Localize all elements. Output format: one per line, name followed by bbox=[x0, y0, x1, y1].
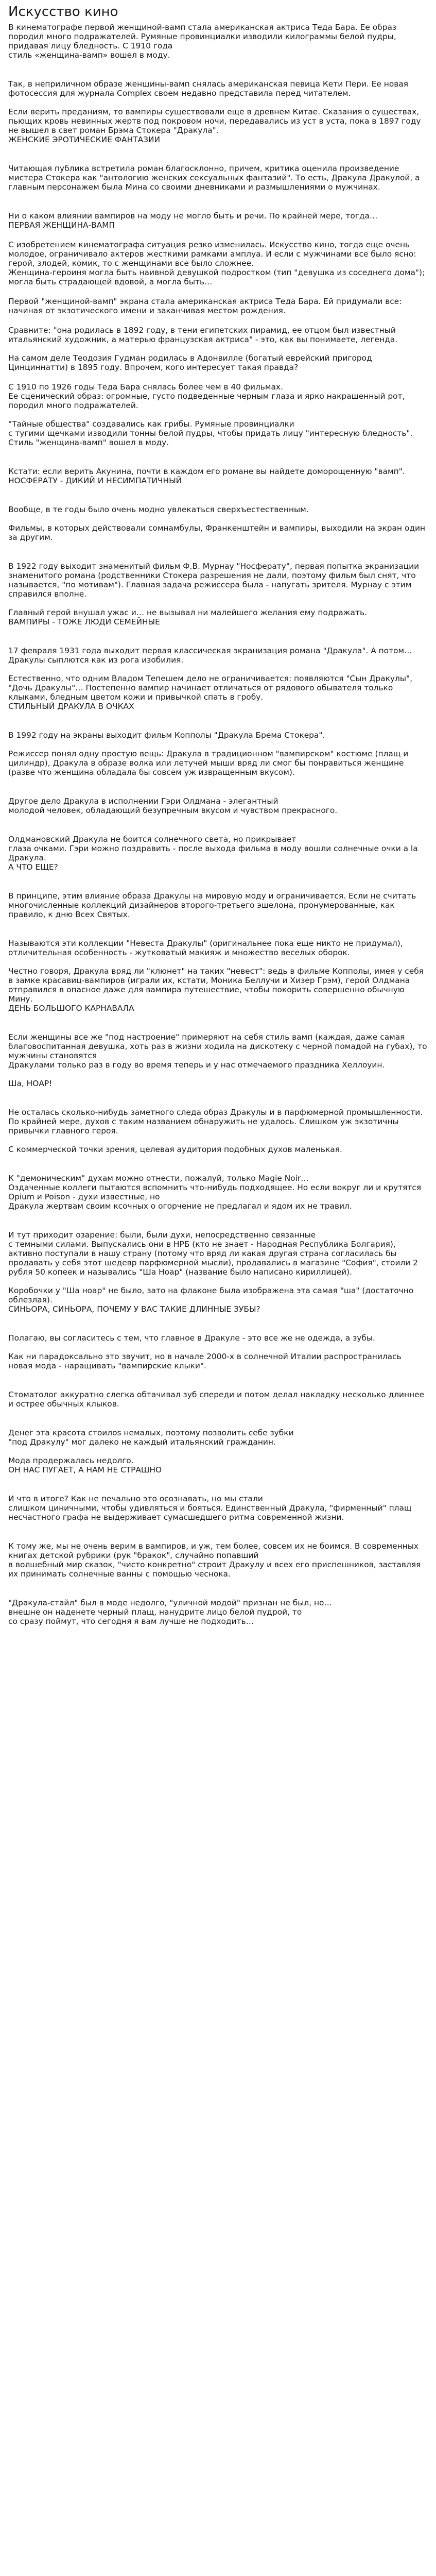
article-paragraph: И тут приходит озарение: были, были духи, непосредственно связанные с темными силами. Выпускались они в НРБ (кто не знает - Народная Республика Болгария), активно поступали в нашу страну (потому что вряд ли какая другая страна согласилась бы продавать у себя этот шедевр парфюмерной мысли), продавались в магазине "София", стоили 2 рубля 50 копеек и назывались "Ша Ноар" (название было написано кириллицей). bbox=[8, 1230, 418, 1277]
article-paragraph: Женщина-героиня могла быть наивной девушкой подростком (тип "девушка из соседнего дома"); могла быть страдающей вдовой, а могла быть… bbox=[8, 268, 428, 286]
article-paragraph: 17 февраля 1931 года выходит первая классическая экранизация романа "Дракула". А потом… Дракулы сыплются как из рога изобилия. bbox=[8, 646, 415, 665]
article-paragraph: СТИЛЬНЫЙ ДРАКУЛА В ОЧКАХ bbox=[8, 702, 134, 711]
article-paragraph: Сравните: "она родилась в 1892 году, в тени египетских пирамид, ее отцом был известный итальянский художник, а матерью французская актриса" - это, как вы понимаете, легенда. bbox=[8, 326, 398, 344]
article-paragraph: Первой "женщиной-вамп" экрана стала американская актриса Теда Бара. Ей придумали все: начиная от экзотического имени и заканчивая местом рождения. bbox=[8, 297, 405, 315]
article-paragraph: Как ни парадоксально это звучит, но в начале 2000-х в солнечной Италии распространилась новая мода - наращивать "вампирские клыки". bbox=[8, 1352, 404, 1370]
article-paragraph: С изобретением кинематографа ситуация резко изменилась. Искусство кино, тогда еще очень молодое, ограничивало актеров жесткими рамками амплуа. И если с мужчинами все было ясно: герой, злодей, комик, то с женщинами все было сложнее. bbox=[8, 240, 419, 268]
article-paragraph: Стоматолог аккуратно слегка обтачивал зуб спереди и потом делал накладку несколько длиннее и острее обычных клыков. bbox=[8, 1390, 427, 1409]
article-paragraph: В принципе, этим влияние образа Дракулы на мировую моду и ограничивается. Если не считать многочисленные коллекций дизайнеров второго-третьего эшелона, пронумерованные, как правило, к дню Всех Святых. bbox=[8, 891, 419, 919]
article-paragraph: Если верить преданиям, то вампиры существовали еще в древнем Китае. Сказания о существах, пьющих кровь невинных жертв под покровом ночи, передавались из уст в уста, пока в 1897 году не вышел в свет роман Брэма Стокера "Дракула". bbox=[8, 107, 424, 135]
article-paragraph: Вообще, в те годы было очень модно увлекаться сверхъестественным. bbox=[8, 505, 309, 514]
article-paragraph: Кстати: если верить Акунина, почти в каждом его романе вы найдете доморощенную "вамп". bbox=[8, 467, 405, 476]
article-paragraph: На самом деле Теодозия Гудман родилась в Адонвилле (богатый еврейский пригород Цинциннатти) в 1895 году. Впрочем, кого интересует такая правда? bbox=[8, 353, 375, 372]
article-body bbox=[8, 23, 428, 1626]
article-paragraph: ВАМПИРЫ - ТОЖЕ ЛЮДИ СЕМЕЙНЫЕ bbox=[8, 617, 160, 626]
article-paragraph: "Тайные общества" создавались как грибы. Румяные провинциалки с тугими щечками изводили тонны белой пудры, чтобы придать лицу "интересную бледность". Стиль "женщина-вамп" вошел в моду. bbox=[8, 419, 413, 447]
article-paragraph: Олдмановский Дракула не боится солнечного света, но прикрывает глаза очками. Гэри можно поздравить - после выхода фильма в моду вошли солнечные очки а la Дракула. bbox=[8, 835, 418, 862]
article-paragraph: Мода продержалась недолго. bbox=[8, 1456, 134, 1465]
article-paragraph: В кинематографе первой женщиной-вамп стала американская актриса Теда Бара. Ее образ породил много подражателей. Румяные провинциалки изводили килограммы белой пудры, придавая лицу бледность. С 1910 года стиль «женщина-вамп» вошел в моду. bbox=[8, 23, 397, 60]
article-paragraph: "Дракула-стайл" был в моде недолго, "уличной модой" признан не был, но… внешне он наденете черный плащ, нанудрите лицо белой пудрой, то со сразу поймут, что сегодня я вам лучше не подходить… bbox=[8, 1598, 332, 1626]
article-paragraph: А ЧТО ЕЩЕ? bbox=[8, 862, 58, 872]
article-paragraph: Ша, НОАР! bbox=[8, 1079, 53, 1088]
article-paragraph: Другое дело Дракула в исполнении Гэри Олдмана - элегантный молодой человек, обладающий безупречным вкусом и чувством прекрасного. bbox=[8, 796, 338, 815]
article-paragraph: Называются эти коллекции "Невеста Дракулы" (оригинальнее пока еще никто не придумал), отличительная особенность - жутковатый макияж и множество веселых оборок. bbox=[8, 939, 406, 957]
article-paragraph: Честно говоря, Дракула вряд ли "клюнет" на таких "невест": ведь в фильме Копполы, имея у себя в замке красавиц-вампиров (играли их, кстати, Моника Беллучи и Хизер Грэм), герой Олдмана отправился в опасное даже для вампира путешествие, чтобы покорить совершенно обычную Мину. bbox=[8, 967, 426, 1004]
article-paragraph: Ни о каком влиянии вампиров на моду не могло быть и речи. По крайней мере, тогда… bbox=[8, 211, 378, 221]
article-paragraph: В 1992 году на экраны выходит фильм Копполы "Дракула Брема Стокера". bbox=[8, 731, 325, 740]
article-paragraph: В 1922 году выходит знаменитый фильм Ф.В. Мурнау "Носферату", первая попытка экранизации знаменитого романа (родственники Стокера разрешения не дали, поэтому фильм был снят, что называется, "по мотивам"). Главная задача режиссера была - напугать зрителя. Мурнау с этим справился вполне. bbox=[8, 562, 422, 599]
article-paragraph: Читающая публика встретила роман благосклонно, причем, критика оценила произведение мистера Стокера как "антологию женских сексуальных фантазий". То есть, Дракула Дракулой, а главным персонажем была Мина со своими дневниками и размышлениями о мужчинах. bbox=[8, 164, 423, 192]
article-paragraph: И что в итоге? Как не печально это осознавать, но мы стали слишком циничными, чтобы удивляться и бояться. Единственный Дракула, "фирменный" плащ несчастного графа не выдерживает сумасшедшего ритма современной жизни. bbox=[8, 1494, 412, 1522]
article-paragraph: Главный герой внушал ужас и… не вызывал ни малейшего желания ему подражать. bbox=[8, 608, 367, 617]
article-paragraph: Ее сценический образ: огромные, густо подведенные черным глаза и ярко накрашенный рот, породил много подражателей. bbox=[8, 392, 408, 410]
article-paragraph: К "демоническим" духам можно отнести, пожалуй, только Magie Noir… Оздаченные коллеги пытаются вспомнить что-нибудь подходящее. Но если вокруг ли и крутятся Opium и Poison - духи известные, но Дракула жертвам своим ксочных о огорчение не предлагал и ядом их не травил. bbox=[8, 1174, 422, 1211]
article-paragraph: Режиссер понял одну простую вещь: Дракула в традиционном "вампирском" костюме (плащ и цилиндр), Дракула в образе волка или летучей мыши вряд ли смог бы понравиться женщине (разве что женщина обладала бы совсем уж извращенным вкусом). bbox=[8, 749, 411, 777]
article-paragraph: ОН НАС ПУГАЕТ, А НАМ НЕ СТРАШНО bbox=[8, 1465, 162, 1475]
article-paragraph: Естественно, что одним Владом Тепешем дело не ограничивается: появляются "Сын Дракулы", "Дочь Дракулы"… Постепенно вампир начинает отличаться от рядового обывателя только клыками, бледным цветом кожи и привычкой спать в гробу. bbox=[8, 674, 415, 702]
article-paragraph: ЖЕНСКИЕ ЭРОТИЧЕСКИЕ ФАНТАЗИИ bbox=[8, 135, 160, 144]
article-paragraph: Денег эта красота стоилоs немалых, поэтому позволить себе зубки "под Дракулу" мог далеко не каждый итальянский гражданин. bbox=[8, 1428, 294, 1447]
page-title: Искусство кино bbox=[8, 4, 118, 20]
article-paragraph: Так, в неприличном образе женщины-вамп снялась американская певица Кети Пери. Ее новая фотосессия для журнала Complex своем недавно представила перед читателем. bbox=[8, 79, 411, 98]
article-paragraph: С 1910 по 1926 годы Теда Бара снялась более чем в 40 фильмах. bbox=[8, 382, 283, 392]
article-paragraph: Фильмы, в которых действовали сомнамбулы, Франкенштейн и вампиры, выходили на экран один за другим. bbox=[8, 523, 428, 542]
article-paragraph: К тому же, мы не очень верим в вампиров, и уж, тем более, совсем их не боимся. В современных книгах детской рубрики (рук "бракок", случайно попавший в волшебный мир сказок, "чисто конкретно" строит Дракулу и всех его приспешников, заставляя их принимать солнечные ванны с помощью чеснока. bbox=[8, 1541, 421, 1579]
article-paragraph: С коммерческой точки зрения, целевая аудитория подобных духов маленькая. bbox=[8, 1145, 342, 1154]
article-paragraph: Коробочки у "Ша ноар" не было, зато на флаконе была изображена эта самая "ша" (достаточно облезлая). bbox=[8, 1286, 416, 1304]
article-paragraph: Не осталась сколько-нибудь заметного следа образ Дракулы и в парфюмерной промышленности. По крайней мере, духов с таким названием обнаружить не удалось. Слишком уж экзотичны привычки главного героя. bbox=[8, 1108, 426, 1136]
article-paragraph: Если женщины все же "под настроение" примеряют на себя стиль вамп (каждая, даже самая благовоспитанная девушка, хоть раз в жизни ходила на дискотеку с черной помадой на губах), то мужчины становятся Дракулами только раз в году во время теперь и у нас отмечаемого праздника Хеллоуин. bbox=[8, 1032, 427, 1070]
article-paragraph: ДЕНЬ БОЛЬШОГО КАРНАВАЛА bbox=[8, 1004, 134, 1013]
article-paragraph: ПЕРВАЯ ЖЕНЩИНА-ВАМП bbox=[8, 221, 115, 230]
article-paragraph: НОСФЕРАТУ - ДИКИЙ И НЕСИМПАТИЧНЫЙ bbox=[8, 476, 182, 485]
article-paragraph: Полагаю, вы согласитесь с тем, что главное в Дракуле - это все же не одежда, а зубы. bbox=[8, 1333, 375, 1343]
article-paragraph: СИНЬОРА, СИНЬОРА, ПОЧЕМУ У ВАС ТАКИЕ ДЛИННЫЕ ЗУБЫ? bbox=[8, 1304, 260, 1314]
